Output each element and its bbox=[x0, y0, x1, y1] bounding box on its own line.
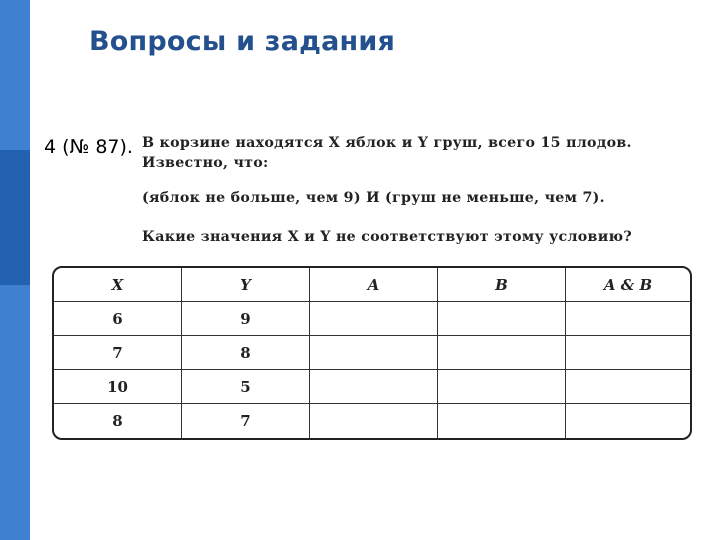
table-cell-b bbox=[438, 404, 566, 438]
table-cell-x: 6 bbox=[54, 302, 182, 336]
table-cell-a bbox=[310, 336, 438, 370]
table-cell-a-and-b bbox=[566, 370, 690, 404]
left-accent-marker bbox=[0, 150, 30, 285]
table-cell-x: 10 bbox=[54, 370, 182, 404]
table-cell-a bbox=[310, 404, 438, 438]
table-cell-a-and-b bbox=[566, 336, 690, 370]
table-cell-a bbox=[310, 302, 438, 336]
table-cell-y: 8 bbox=[182, 336, 310, 370]
table-cell-y: 9 bbox=[182, 302, 310, 336]
table-cell-b bbox=[438, 370, 566, 404]
table-cell-b bbox=[438, 336, 566, 370]
column-header-b: B bbox=[438, 268, 566, 302]
left-accent-strip bbox=[0, 0, 30, 540]
task-question: Какие значения X и Y не соответствуют этому условию? bbox=[142, 229, 632, 245]
task-text-line-2: Известно, что: bbox=[142, 155, 269, 171]
table-cell-y: 5 bbox=[182, 370, 310, 404]
slide-title: Вопросы и задания bbox=[89, 26, 396, 57]
table-cell-y: 7 bbox=[182, 404, 310, 438]
truth-table bbox=[52, 266, 692, 440]
column-header-a-and-b: A & B bbox=[566, 268, 690, 302]
table-cell-b bbox=[438, 302, 566, 336]
column-header-x: X bbox=[54, 268, 182, 302]
table-cell-x: 8 bbox=[54, 404, 182, 438]
column-header-y: Y bbox=[182, 268, 310, 302]
task-number: 4 (№ 87). bbox=[44, 136, 133, 158]
table-cell-x: 7 bbox=[54, 336, 182, 370]
column-header-a: A bbox=[310, 268, 438, 302]
table-cell-a bbox=[310, 370, 438, 404]
task-text-line-1: В корзине находятся X яблок и Y груш, всего 15 плодов. bbox=[142, 135, 632, 151]
table-cell-a-and-b bbox=[566, 302, 690, 336]
table-cell-a-and-b bbox=[566, 404, 690, 438]
task-condition: (яблок не больше, чем 9) И (груш не меньше, чем 7). bbox=[142, 190, 605, 206]
